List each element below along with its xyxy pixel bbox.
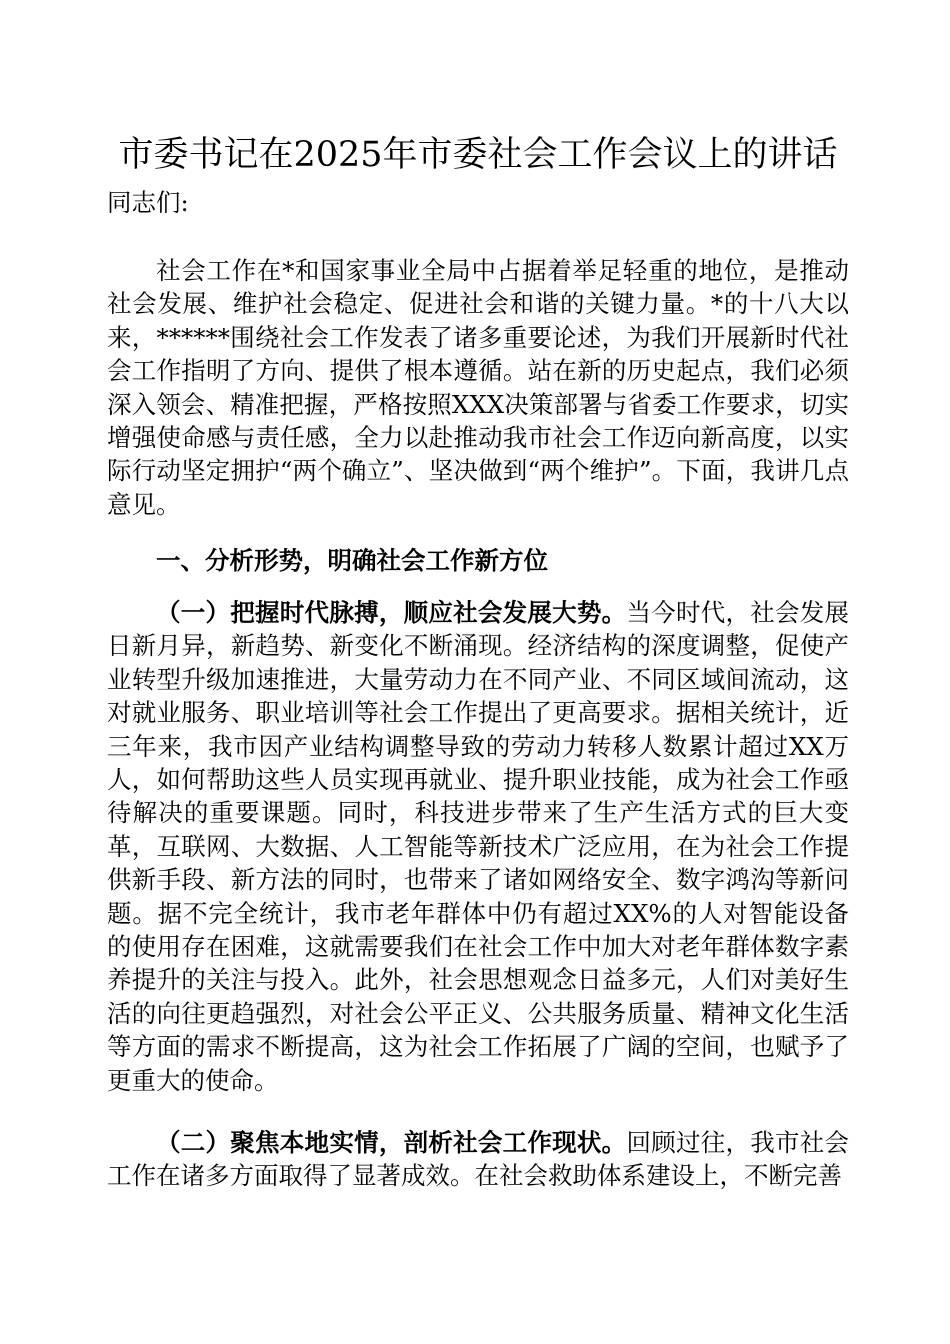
subsection-paragraph-1 [107, 596, 849, 1097]
subsection-text-2: 回顾过往，我市社会工作在诸多方面取得了显著成效。在社会救助体系建设上，不断完善 [107, 1128, 850, 1191]
intro-paragraph: 社会工作在*和国家事业全局中占据着举足轻重的地位，是推动社会发展、维护社会稳定、促进社会和谐的关键力量。*的十八大以来，******围绕社会工作发表了诸多重要论述，为我们开展新时代社会工作指明了方向、提供了根本遵循。站在新的历史起点，我们必须深入领会、精准把握，严格按照XXX决策部署与省委工作要求，切实增强使命感与责任感，全力以赴推动我市社会工作迈向新高度，以实际行动坚定拥护“两个确立”、坚决做到“两个维护”。下面，我讲几点意见。 [107, 256, 849, 519]
salutation: 同志们: [107, 188, 189, 217]
subsection-lead-2: （二）聚焦本地实情，剖析社会工作现状。 [156, 1128, 627, 1157]
subsection-lead-1: （一）把握时代脉搏，顺应社会发展大势。 [156, 598, 627, 627]
document-title: 市委书记在2025年市委社会工作会议上的讲话 [118, 135, 838, 175]
subsection-paragraph-2 [107, 1126, 849, 1193]
subsection-text-1: 当今时代，社会发展日新月异，新趋势、新变化不断涌现。经济结构的深度调整，促使产业转型升级加速推进，大量劳动力在不同产业、不同区域间流动，这对就业服务、职业培训等社会工作提出了更高要求。据相关统计，近三年来，我市因产业结构调整导致的劳动力转移人数累计超过XX万人，如何帮助这些人员实现再就业、提升职业技能，成为社会工作亟待解决的重要课题。同时，科技进步带来了生产生活方式的巨大变革，互联网、大数据、人工智能等新技术广泛应用，在为社会工作提供新手段、新方法的同时，也带来了诸如网络安全、数字鸿沟等新问题。据不完全统计，我市老年群体中仍有超过XX%的人对智能设备的使用存在困难，这就需要我们在社会工作中加大对老年群体数字素养提升的关注与投入。此外，社会思想观念日益多元，人们对美好生活的向往更趋强烈，对社会公平正义、公共服务质量、精神文化生活等方面的需求不断提高，这为社会工作拓展了广阔的空间，也赋予了更重大的使命。 [107, 598, 850, 1095]
section-heading-1: 一、分析形势，明确社会工作新方位 [156, 546, 548, 575]
